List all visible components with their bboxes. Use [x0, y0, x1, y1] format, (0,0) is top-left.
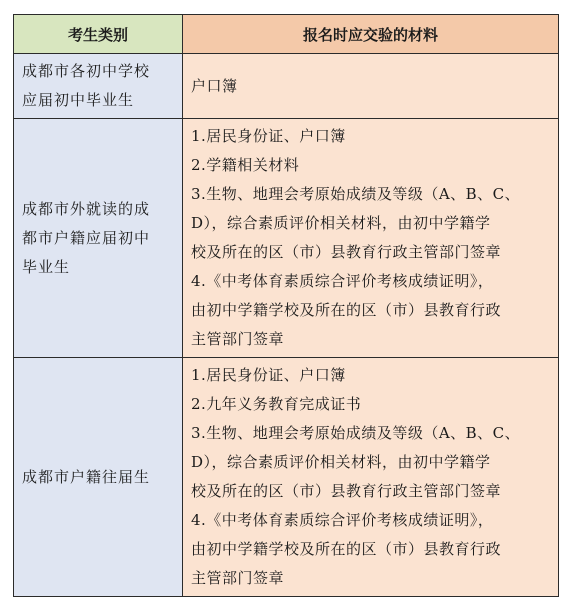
category-line: 成都市外就读的成	[22, 199, 151, 218]
category-line: 毕业生	[22, 257, 71, 276]
category-cell	[14, 358, 183, 597]
table-row	[14, 119, 559, 358]
material-line: 主管部门签章	[191, 569, 285, 587]
material-line: 4.《中考体育素质综合评价考核成绩证明》，	[191, 272, 494, 290]
material-line: 由初中学籍学校及所在的区（市）县教育行政	[191, 301, 502, 319]
registration-materials-table-container	[13, 14, 558, 597]
category-cell	[14, 119, 183, 358]
material-line: D），综合素质评价相关材料，由初中学籍学	[191, 453, 491, 471]
material-line: 校及所在的区（市）县教育行政主管部门签章	[191, 243, 502, 261]
header-materials: 报名时应交验的材料	[183, 15, 559, 54]
materials-cell	[183, 358, 559, 597]
material-line: 2.九年义务教育完成证书	[191, 395, 362, 413]
materials-cell	[183, 54, 559, 119]
category-line: 成都市各初中学校	[22, 62, 151, 80]
registration-materials-table	[13, 14, 559, 597]
category-line: 成都市户籍往届生	[22, 467, 151, 486]
material-line: D），综合素质评价相关材料，由初中学籍学	[191, 214, 491, 232]
material-line: 3.生物、地理会考原始成绩及等级（A、B、C、	[191, 424, 521, 442]
material-line: 2.学籍相关材料	[191, 156, 300, 174]
material-line: 主管部门签章	[191, 330, 285, 348]
header-category: 考生类别	[14, 15, 183, 54]
material-line: 3.生物、地理会考原始成绩及等级（A、B、C、	[191, 185, 521, 203]
table-row	[14, 358, 559, 597]
material-line: 4.《中考体育素质综合评价考核成绩证明》，	[191, 511, 494, 529]
material-line: 户口簿	[191, 76, 238, 95]
table-header-row	[14, 15, 559, 54]
table-row	[14, 54, 559, 119]
material-line: 由初中学籍学校及所在的区（市）县教育行政	[191, 540, 502, 558]
materials-cell	[183, 119, 559, 358]
material-line: 1.居民身份证、户口簿	[191, 366, 346, 384]
material-line: 1.居民身份证、户口簿	[191, 127, 346, 145]
category-line: 都市户籍应届初中	[22, 228, 151, 247]
category-cell	[14, 54, 183, 119]
category-line: 应届初中毕业生	[22, 91, 135, 109]
material-line: 校及所在的区（市）县教育行政主管部门签章	[191, 482, 502, 500]
